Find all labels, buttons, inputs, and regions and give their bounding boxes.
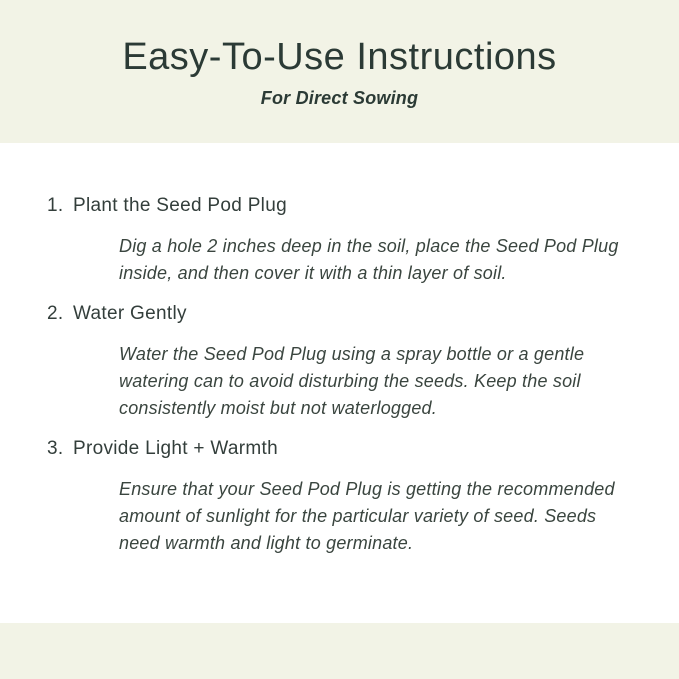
header-band (0, 0, 679, 143)
list-item (47, 302, 639, 422)
step-title: Provide Light + Warmth (73, 438, 278, 459)
step-title: Water Gently (73, 303, 187, 324)
step-description: Water the Seed Pod Plug using a spray bottle or a gentle watering can to avoid disturbing the seeds. Keep the soil consistently moist but not waterlogged. (119, 344, 585, 418)
instructions-list (0, 143, 679, 623)
step-number: 3. (47, 438, 64, 459)
page-title: Easy-To-Use Instructions (122, 36, 557, 78)
step-number: 2. (47, 303, 64, 324)
step-heading (47, 302, 639, 326)
footer-band (0, 623, 679, 679)
list-item (47, 437, 639, 557)
step-description: Ensure that your Seed Pod Plug is getting the recommended amount of sunlight for the particular variety of seed. Seeds need warmth and light to germinate. (119, 479, 615, 553)
step-number: 1. (47, 195, 64, 216)
list-item (47, 194, 639, 287)
step-heading (47, 194, 639, 218)
page-subtitle: For Direct Sowing (260, 88, 419, 108)
step-title: Plant the Seed Pod Plug (73, 195, 287, 216)
step-heading (47, 437, 639, 461)
step-description: Dig a hole 2 inches deep in the soil, place the Seed Pod Plug inside, and then cover it with a thin layer of soil. (119, 236, 619, 283)
